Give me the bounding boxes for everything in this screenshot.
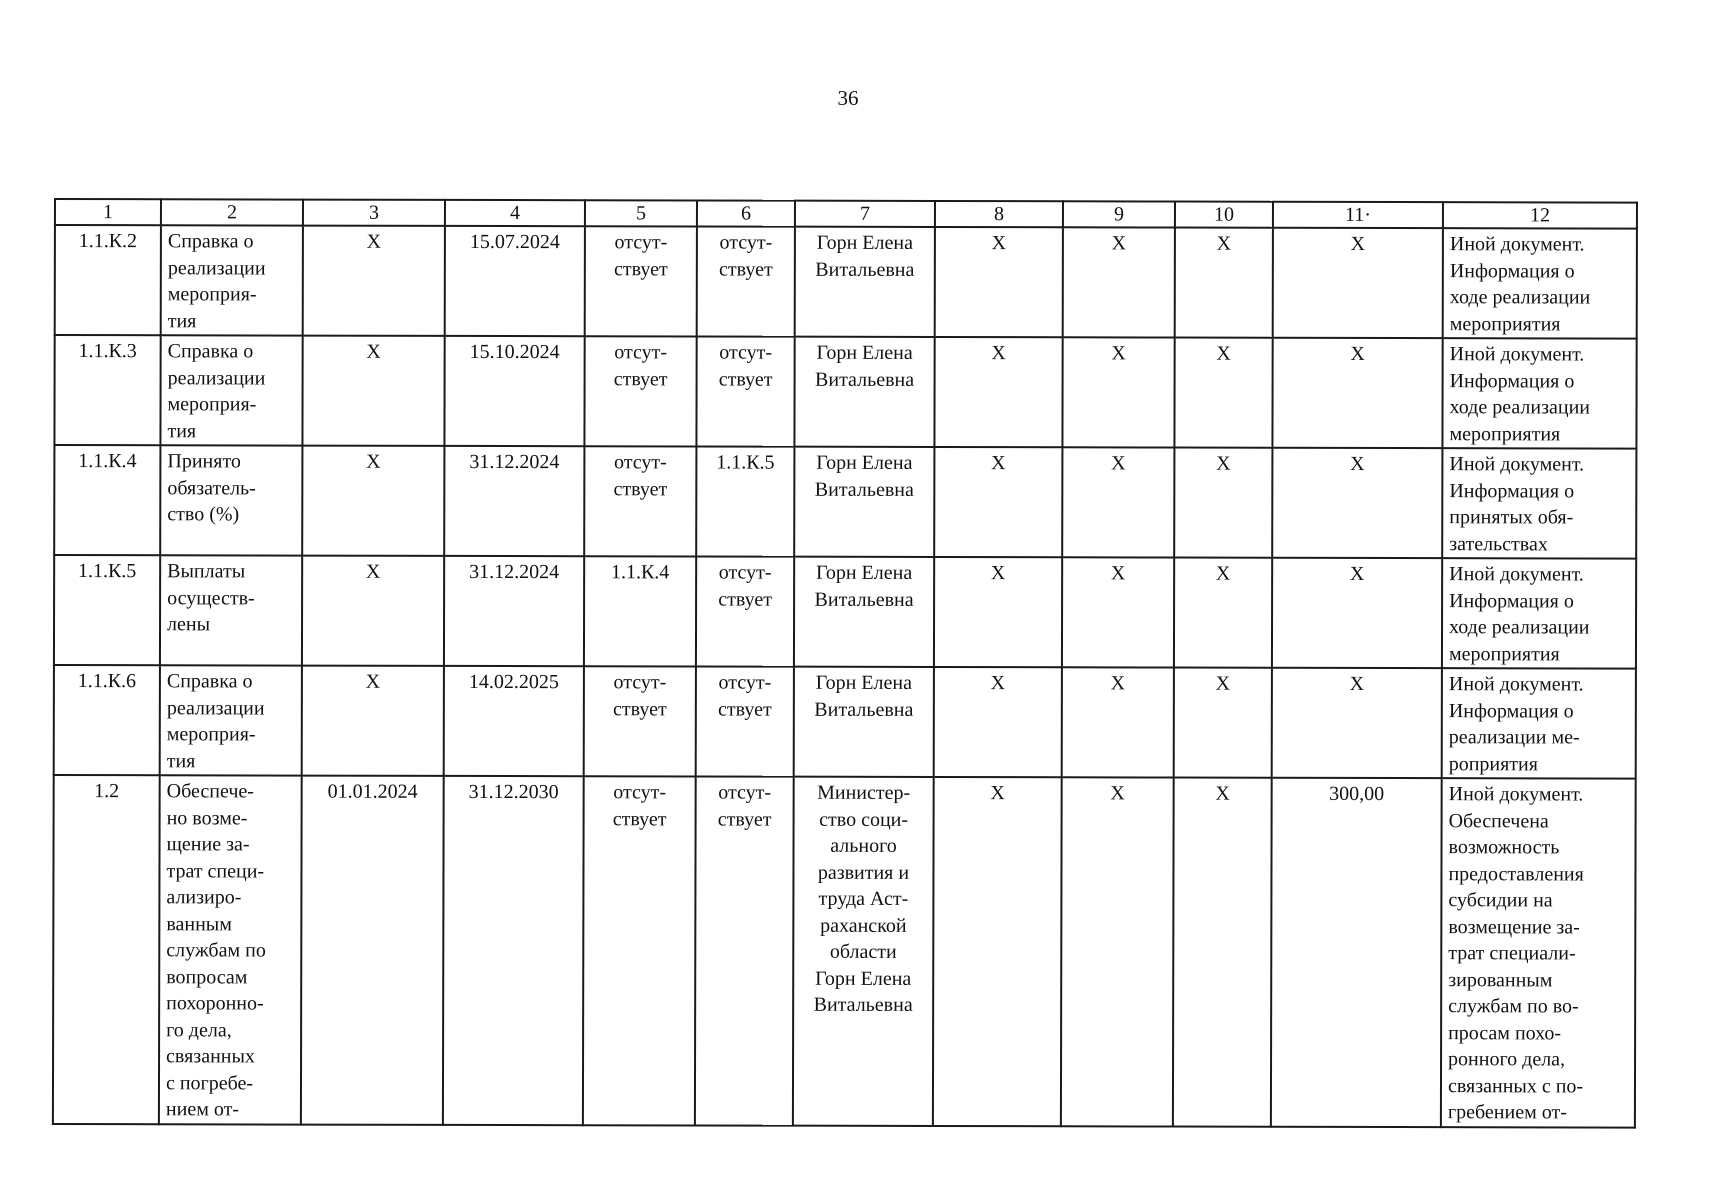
cell-text: Горн Елена Витальевна [814,451,914,501]
cell-text: отсут- ствует [612,781,667,830]
predecessor-cell [584,446,696,556]
cell-text: отсут- ствует [613,231,668,280]
cell-text: Х [365,670,381,693]
activity-name-cell [160,335,302,445]
responsible-cell [794,667,934,777]
cell-text: 31.12.2024 [469,560,560,584]
cell-text: отсут- ствует [717,781,772,831]
responsible-cell [794,337,934,447]
column-header-1: 1 [55,199,161,225]
cell-text: Иной документ. Информация о принятых обя- зательствах [1449,453,1585,555]
predecessor-cell [584,666,696,776]
cell-text: отсут- ствует [718,561,772,611]
successor-cell [696,666,794,776]
activity-name-cell [159,775,302,1124]
col-11-cell [1272,558,1442,668]
end-date-cell [444,336,584,446]
end-date-cell [444,556,584,666]
cell-text: Х [990,562,1006,585]
cell-text: 14.02.2025 [468,670,559,694]
successor-cell [695,776,794,1125]
cell-text: Х [991,342,1006,365]
cell-text: Выплаты осуществ- лены [167,560,255,636]
cell-text: Иной документ. Обеспечена возможность предоставления субсидии на возмещение за- трат специали- зированным службам по во- просам похо- ронного дела, связанных с по- гребением от- [1447,783,1584,1124]
cell-text: Х [1110,672,1126,695]
document-type-cell [1442,668,1636,778]
cell-text: Х [1215,782,1230,805]
activity-name-cell [160,445,302,555]
cell-text: Министер- ство соци- ального развития и труда Аст- раханской области Горн Елена Витальевна [813,781,913,1016]
col-8-cell [934,557,1062,667]
predecessor-cell [583,776,696,1125]
responsible-cell [794,557,934,667]
cell-text: 15.10.2024 [469,340,560,364]
start-date-cell [302,666,444,776]
table-row [54,335,1636,449]
col-9-cell [1061,777,1174,1126]
cell-text: 1.1.К.5 [716,451,775,474]
successor-cell [696,556,794,666]
predecessor-cell [585,226,697,336]
cell-text: Х [366,230,382,253]
col-10-cell [1175,228,1273,338]
column-header-8: 8 [935,201,1063,227]
end-date-cell [445,226,585,336]
cell-text: Справка о реализации мероприя- тия [167,230,266,332]
responsible-cell [795,227,935,337]
col-11-cell [1273,228,1443,338]
start-date-cell [303,226,445,336]
predecessor-cell [584,336,696,446]
col-8-cell [935,227,1063,337]
cell-text: Х [1110,782,1125,805]
end-date-cell [444,446,584,556]
cell-text: 1.1.К.5 [77,560,137,583]
cell-text: Х [1216,452,1231,475]
cell-text: Х [1350,232,1366,255]
column-header-11: 11· [1273,202,1443,228]
col-9-cell [1063,227,1175,337]
col-11-cell [1272,448,1442,558]
row-id-cell [54,555,160,665]
start-date-cell [302,556,444,666]
cell-text: Обеспече- но возме- щение за- трат специ- ализиро- ванным службам по вопросам похоронно- го дела, связанных с погребе- нием от- [165,780,266,1121]
document-type-cell [1443,228,1637,338]
cell-text: Х [1215,672,1231,695]
cell-text: Справка о реализации мероприя- тия [166,670,265,772]
column-header-12: 12 [1443,202,1637,228]
cell-text: Х [991,452,1006,475]
cell-text: отсут- ствует [612,671,667,720]
cell-text: Справка о реализации мероприя- тия [167,340,266,442]
column-header-2: 2 [161,199,303,225]
column-header-4: 4 [445,200,585,226]
cell-text: Х [1350,342,1365,365]
end-date-cell [443,776,584,1125]
column-header-3: 3 [303,200,445,226]
col-9-cell [1062,667,1174,777]
cell-text: Х [1111,452,1126,475]
col-8-cell [934,337,1062,447]
cell-text: Горн Елена Витальевна [815,341,915,391]
activity-name-cell [160,555,302,665]
row-id-cell [53,775,160,1124]
cell-text: 1.1.К.4 [78,450,137,473]
cell-text: отсут- ствует [717,671,772,721]
cell-text: отсут- ствует [718,231,773,281]
row-id-cell [55,225,161,335]
col-9-cell [1062,557,1174,667]
cell-text: Х [1111,232,1127,255]
cell-text: Х [1215,562,1231,585]
cell-text: отсут- ствует [613,451,668,500]
cell-text: Х [365,560,381,583]
successor-cell [697,226,795,336]
start-date-cell [302,446,444,556]
column-header-7: 7 [795,201,935,227]
col-10-cell [1174,668,1272,778]
table-row [54,555,1636,669]
document-type-cell [1441,778,1636,1127]
responsible-cell [794,447,934,557]
document-type-cell [1442,558,1636,668]
col-9-cell [1062,337,1174,447]
column-header-9: 9 [1063,201,1175,227]
successor-cell [696,336,794,446]
cell-text: 1.1.К.2 [78,230,138,253]
activity-name-cell [160,665,302,775]
table-row [55,225,1637,339]
col-10-cell [1174,558,1272,668]
cell-text: 300,00 [1329,782,1385,806]
col-10-cell [1173,778,1272,1127]
header-row [55,199,1637,229]
cell-text: Иной документ. Информация о ходе реализации мероприятия [1448,563,1590,665]
cell-text: Х [991,232,1007,255]
cell-text: 1.1.К.6 [77,670,137,693]
document-type-cell [1442,448,1636,558]
cell-text: 1.1.К.3 [78,340,137,363]
cell-text: Х [990,672,1006,695]
start-date-cell [301,776,444,1125]
end-date-cell [444,666,584,776]
col-8-cell [934,447,1062,557]
table-row [53,775,1636,1127]
cell-text: Х [366,340,381,363]
cell-text: Принято обязатель- ство (%) [167,450,256,526]
col-11-cell [1272,668,1442,778]
cell-text: Х [1111,342,1126,365]
row-id-cell [54,335,160,445]
page-number: 36 [837,86,859,110]
cell-text: 15.07.2024 [469,230,560,254]
col-10-cell [1174,448,1272,558]
table-row [54,665,1636,779]
row-id-cell [54,665,160,775]
cell-text: 31.12.2030 [468,780,559,804]
cell-text: Х [1216,232,1232,255]
cell-text: Горн Елена Витальевна [814,561,914,611]
col-8-cell [933,777,1062,1126]
start-date-cell [302,336,444,446]
col-11-cell [1272,338,1442,448]
cell-text: Х [1110,562,1126,585]
cell-text: Иной документ. Информация о ходе реализации мероприятия [1449,233,1591,335]
cell-text: Х [1350,452,1365,475]
cell-text: Х [1216,342,1231,365]
table-row [54,445,1636,559]
successor-cell [696,446,794,556]
activity-name-cell [161,225,303,335]
col-11-cell [1271,778,1442,1127]
column-header-10: 10 [1175,202,1273,228]
cell-text: 31.12.2024 [469,450,560,474]
cell-text: Х [1349,562,1365,585]
cell-text: отсут- ствует [718,341,773,391]
row-id-cell [54,445,160,555]
col-9-cell [1062,447,1174,557]
document-type-cell [1442,338,1636,448]
col-8-cell [934,667,1062,777]
cell-text: отсут- ствует [613,341,668,390]
column-header-5: 5 [585,200,697,226]
cell-text: Х [1349,672,1365,695]
col-10-cell [1174,338,1272,448]
cell-text: Х [990,782,1005,805]
cell-text: Иной документ. Информация о ходе реализации мероприятия [1449,343,1591,445]
cell-text: Иной документ. Информация о реализации ме- роприятия [1448,673,1584,775]
column-header-6: 6 [697,200,795,226]
cell-text: 1.2 [94,780,120,803]
responsible-cell [793,777,934,1126]
cell-text: Горн Елена Витальевна [814,671,914,721]
cell-text: Х [366,450,381,473]
predecessor-cell [584,556,696,666]
cell-text: 01.01.2024 [327,780,418,803]
cell-text: 1.1.К.4 [610,561,670,584]
cell-text: Горн Елена Витальевна [815,231,915,281]
activities-table [52,198,1638,1128]
